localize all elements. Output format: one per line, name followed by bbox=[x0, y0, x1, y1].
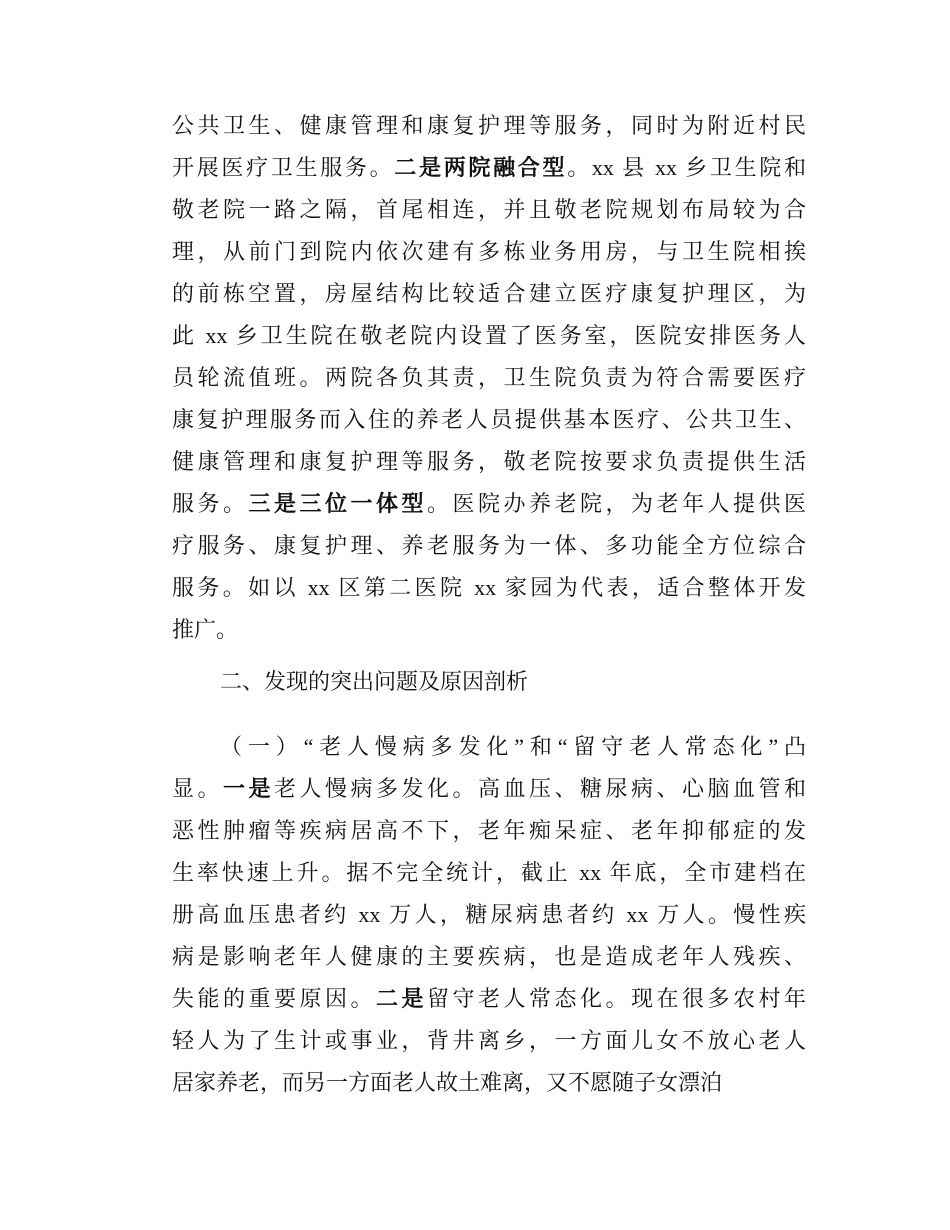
text-run: 健康管理和康复护理等服务，敬老院按要求负责提供生活 bbox=[172, 449, 806, 474]
text-run: 服务。 bbox=[172, 491, 249, 516]
text-run: 理，从前门到院内依次建有多栋业务用房，与卫生院相挨 bbox=[172, 239, 806, 264]
text-line bbox=[172, 567, 806, 609]
text-line bbox=[172, 1020, 806, 1062]
text-line bbox=[172, 147, 806, 189]
text-run: 。xx 县 xx 乡卫生院和 bbox=[567, 155, 806, 180]
text-run: 生率快速上升。据不完全统计，截止 xx 年底，全市建档在 bbox=[172, 860, 806, 885]
text-line bbox=[172, 936, 806, 978]
text-line bbox=[172, 894, 806, 936]
text-run: 服务。如以 xx 区第二医院 xx 家园为代表，适合整体开发 bbox=[172, 575, 806, 600]
text-line bbox=[172, 273, 806, 315]
text-line bbox=[172, 189, 806, 231]
text-run: 显。 bbox=[172, 776, 223, 801]
text-line bbox=[172, 978, 806, 1020]
text-run: 敬老院一路之隔，首尾相连，并且敬老院规划布局较为合 bbox=[172, 197, 806, 222]
text-line bbox=[172, 726, 806, 768]
text-line bbox=[172, 609, 806, 651]
text-run: （一）“老人慢病多发化”和“留守老人常态化”凸 bbox=[220, 734, 806, 759]
text-run: 开展医疗卫生服务。 bbox=[172, 155, 395, 180]
paragraph-models bbox=[172, 105, 806, 651]
bold-text-run: 一是 bbox=[223, 777, 274, 802]
text-run: 恶性肿瘤等疾病居高不下，老年痴呆症、老年抑郁症的发 bbox=[172, 818, 806, 843]
text-run: 失能的重要原因。 bbox=[172, 986, 376, 1011]
text-run: 病是影响老年人健康的主要疾病，也是造成老年人残疾、 bbox=[172, 944, 806, 969]
paragraph-problems bbox=[172, 726, 806, 1104]
text-line bbox=[172, 315, 806, 357]
text-run: 公共卫生、健康管理和康复护理等服务，同时为附近村民 bbox=[172, 113, 806, 138]
text-line bbox=[172, 768, 806, 810]
text-run: 推广。 bbox=[172, 617, 239, 642]
bold-text-run: 三是三位一体型 bbox=[248, 492, 427, 517]
text-run: 轻人为了生计或事业，背井离乡，一方面儿女不放心老人 bbox=[172, 1028, 806, 1053]
text-line bbox=[172, 231, 806, 273]
text-run: 员轮流值班。两院各负其责，卫生院负责为符合需要医疗 bbox=[172, 365, 806, 390]
text-line bbox=[172, 399, 806, 441]
text-line bbox=[172, 483, 806, 525]
text-line bbox=[172, 105, 806, 147]
bold-text-run: 二是两院融合型 bbox=[394, 156, 568, 181]
text-run: 康复护理服务而入住的养老人员提供基本医疗、公共卫生、 bbox=[172, 407, 806, 432]
text-run: 居家养老，而另一方面老人故土难离，又不愿随子女漂泊 bbox=[172, 1070, 723, 1095]
text-line bbox=[172, 357, 806, 399]
text-line bbox=[172, 810, 806, 852]
text-line bbox=[172, 852, 806, 894]
text-run: 册高血压患者约 xx 万人，糖尿病患者约 xx 万人。慢性疾 bbox=[172, 902, 806, 927]
section-heading bbox=[172, 661, 806, 703]
text-line bbox=[172, 661, 806, 703]
text-run: 留守老人常态化。现在很多农村年 bbox=[427, 986, 806, 1011]
text-run: 此 xx 乡卫生院在敬老院内设置了医务室，医院安排医务人 bbox=[172, 323, 806, 348]
text-run: 的前栋空置，房屋结构比较适合建立医疗康复护理区，为 bbox=[172, 281, 806, 306]
text-run: 。医院办养老院，为老年人提供医 bbox=[427, 491, 806, 516]
text-line bbox=[172, 525, 806, 567]
text-line bbox=[172, 441, 806, 483]
text-run: 二、发现的突出问题及原因剖析 bbox=[220, 669, 529, 694]
text-run: 疗服务、康复护理、养老服务为一体、多功能全方位综合 bbox=[172, 533, 806, 558]
text-run: 老人慢病多发化。高血压、糖尿病、心脑血管和 bbox=[274, 776, 806, 801]
bold-text-run: 二是 bbox=[376, 987, 427, 1012]
text-line bbox=[172, 1062, 806, 1104]
